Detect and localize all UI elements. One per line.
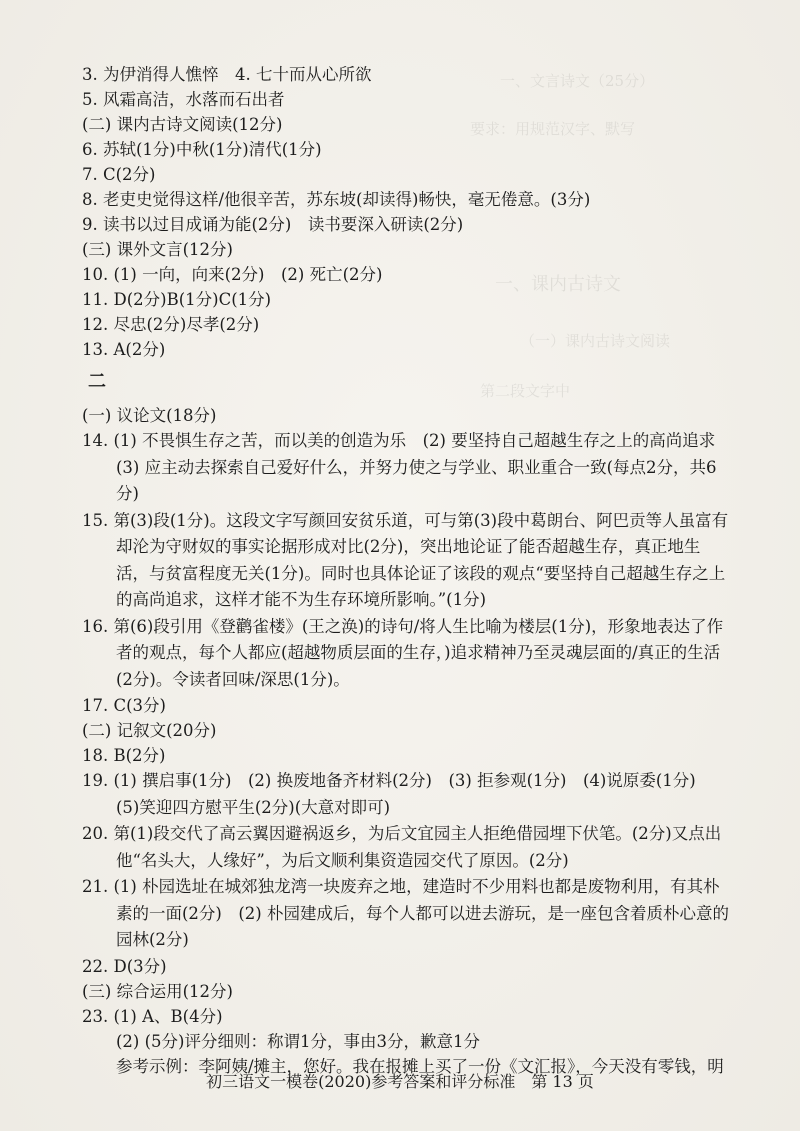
- answer-line: 参考示例：李阿姨/摊主，您好。我在报摊上买了一份《文汇报》，今天没有零钱，明: [116, 1056, 724, 1076]
- subsection-heading: (三) 课外文言(12分): [82, 240, 233, 259]
- answer-line: 8. 老吏史觉得这样/他很辛苦，苏东坡(却读得)畅快，毫无倦意。(3分): [82, 190, 591, 209]
- answer-line: 14. (1) 不畏惧生存之苦，而以美的创造为乐 (2) 要坚持自己超越生存之上的高尚追求 (3) 应主动去探索自己爱好什么，并努力使之与学业、职业重合一致(每点2分，共6分): [82, 431, 732, 503]
- answer-line: 22. D(3分): [82, 956, 167, 976]
- subsection-heading: (二) 课内古诗文阅读(12分): [82, 115, 283, 134]
- answer-line: 20. 第(1)段交代了高云翼因避祸返乡，为后文宜园主人拒绝借园埋下伏笔。(2分)又点出他“名头大，人缘好”，为后文顺利集资造园交代了原因。(2分): [82, 824, 722, 870]
- section-number: 二: [88, 371, 106, 392]
- answer-key-page: 一、文言诗文（25分） 要求：用规范汉字、默写 一、课内古诗文 （一）课内古诗文阅读 第二段文字中 3. 为伊消得人憔悴 4. 七十而从心所欲 5. 风霜高洁，水落而石出者 (二) 课内古诗文阅读(12分) 6. 苏轼(1分)中秋(1分)清代(1分) 7. C(2分) 8. 老吏史觉得这样/他很辛苦，苏东坡(却读得)畅快，毫无倦意。(3分) 9. 读书以过目成诵为能(2分) 读书要深入研读(2分) (三) 课外文言(12分) 10. (1) 一向，向来(2分) (2) 死亡(2分) 11. D(2分)B(1分)C(1分) 12. 尽忠(2分)尽孝(2分) 13. A(2分) (一) 议论文(18分) 14. (1) 不畏惧生存之苦，而以美的创造为乐 (2) 要坚持自己超越生存之上的高尚追求 (3) 应主动去探索自己爱好什么，并努力使之与学业、职业重合一致(每点2分，共6分) 15. 第(3)段(1分)。这段文字写颜回安贫乐道，可与第(3)段中葛朗台、阿巴贡等人虽富有却沦为守财奴的事实论据形成对比(2分)，突出地论证了能否超越生存，真正地生活，与贫富程度无关(1分)。同时也具体论证了该段的观点“要坚持自己超越生存之上的高尚追求，这样才能不为生存环境所影响。”(1分) 16. 第(6)段引用《登鹳雀楼》(王之涣)的诗句/将人生比喻为楼层(1分)，形象地表达了作者的观点，每个人都应(超越物质层面的生存，)追求精神乃至灵魂层面的/真正的生活(2分)。令读者回味/深思(1分)。 17. C(3分) (二) 记叙文(20分) 18. B(2分) 19. (1) 撰启事(1分) (2) 换废地备齐材料(2分) (3) 拒参观(1分) (4)说原委(1分) (5)笑迎四方慰平生(2分)(大意对即可) 20. 第(1)段交代了高云翼因避祸返乡，为后文宜园主人拒绝借园埋下伏笔。(2分)又点出他“名头大，人缘好”，为后文顺利集资造园交代了原因。(2分) 21. (1) 朴园选址在城郊独龙湾一块废弃之地，建造时不少用料也都是废物利用，有其朴素的一面(2分) (2) 朴园建成后，每个人都可以进去游玩，是一座包含着质朴心意的园林(2分) 22. D(3分) (三) 综合运用(12分) 23. (1) A、B(4分) (2) (5分)评分细则：称谓1分，事由3分，歉意1分 参考示例：李阿姨/摊主，您好。我在报摊上买了一份《文汇报》，今天没有零钱，明 二 初三语文一模卷(2020)参考答案和评分标准 第 13 页: [0, 0, 800, 1131]
- page-footer: 初三语文一模卷(2020)参考答案和评分标准 第 13 页: [206, 1072, 594, 1091]
- answer-line: 19. (1) 撰启事(1分) (2) 换废地备齐材料(2分) (3) 拒参观(1分) (4)说原委(1分) (5)笑迎四方慰平生(2分)(大意对即可): [82, 771, 713, 817]
- answer-content: [82, 62, 732, 1079]
- answer-line: 18. B(2分): [82, 746, 166, 765]
- answer-line: 6. 苏轼(1分)中秋(1分)清代(1分): [82, 140, 322, 159]
- answer-line: 17. C(3分): [82, 696, 166, 715]
- answer-line: 13. A(2分): [82, 340, 166, 359]
- subsection-heading: (二) 记叙文(20分): [82, 721, 217, 740]
- answer-line: 23. (1) A、B(4分): [82, 1006, 223, 1026]
- answer-line: 5. 风霜高洁，水落而石出者: [82, 90, 285, 109]
- answer-line: (2) (5分)评分细则：称谓1分，事由3分，歉意1分: [116, 1031, 480, 1051]
- answer-line: 7. C(2分): [82, 165, 156, 184]
- answer-line: 15. 第(3)段(1分)。这段文字写颜回安贫乐道，可与第(3)段中葛朗台、阿巴贡等人虽富有却沦为守财奴的事实论据形成对比(2分)，突出地论证了能否超越生存，真正地生活，与贫富程度无关(1分)。同时也具体论证了该段的观点“要坚持自己超越生存之上的高尚追求，这样才能不为生存环境所影响。”(1分): [82, 510, 729, 609]
- answer-line: 10. (1) 一向，向来(2分) (2) 死亡(2分): [82, 265, 383, 284]
- answer-line: 21. (1) 朴园选址在城郊独龙湾一块废弃之地，建造时不少用料也都是废物利用，有其朴素的一面(2分) (2) 朴园建成后，每个人都可以进去游玩，是一座包含着质朴心意的园林(2分): [82, 877, 729, 949]
- answer-line: 3. 为伊消得人憔悴 4. 七十而从心所欲: [82, 65, 372, 84]
- answer-line: 11. D(2分)B(1分)C(1分): [82, 290, 272, 309]
- subsection-heading: (三) 综合运用(12分): [82, 981, 233, 1001]
- answer-line: 12. 尽忠(2分)尽孝(2分): [82, 315, 260, 334]
- answer-line: 9. 读书以过目成诵为能(2分) 读书要深入研读(2分): [82, 215, 464, 234]
- subsection-heading: (一) 议论文(18分): [82, 406, 217, 425]
- answer-line: 16. 第(6)段引用《登鹳雀楼》(王之涣)的诗句/将人生比喻为楼层(1分)，形象地表达了作者的观点，每个人都应(超越物质层面的生存，)追求精神乃至灵魂层面的/真正的生活(2分)。令读者回味/深思(1分)。: [82, 616, 724, 689]
